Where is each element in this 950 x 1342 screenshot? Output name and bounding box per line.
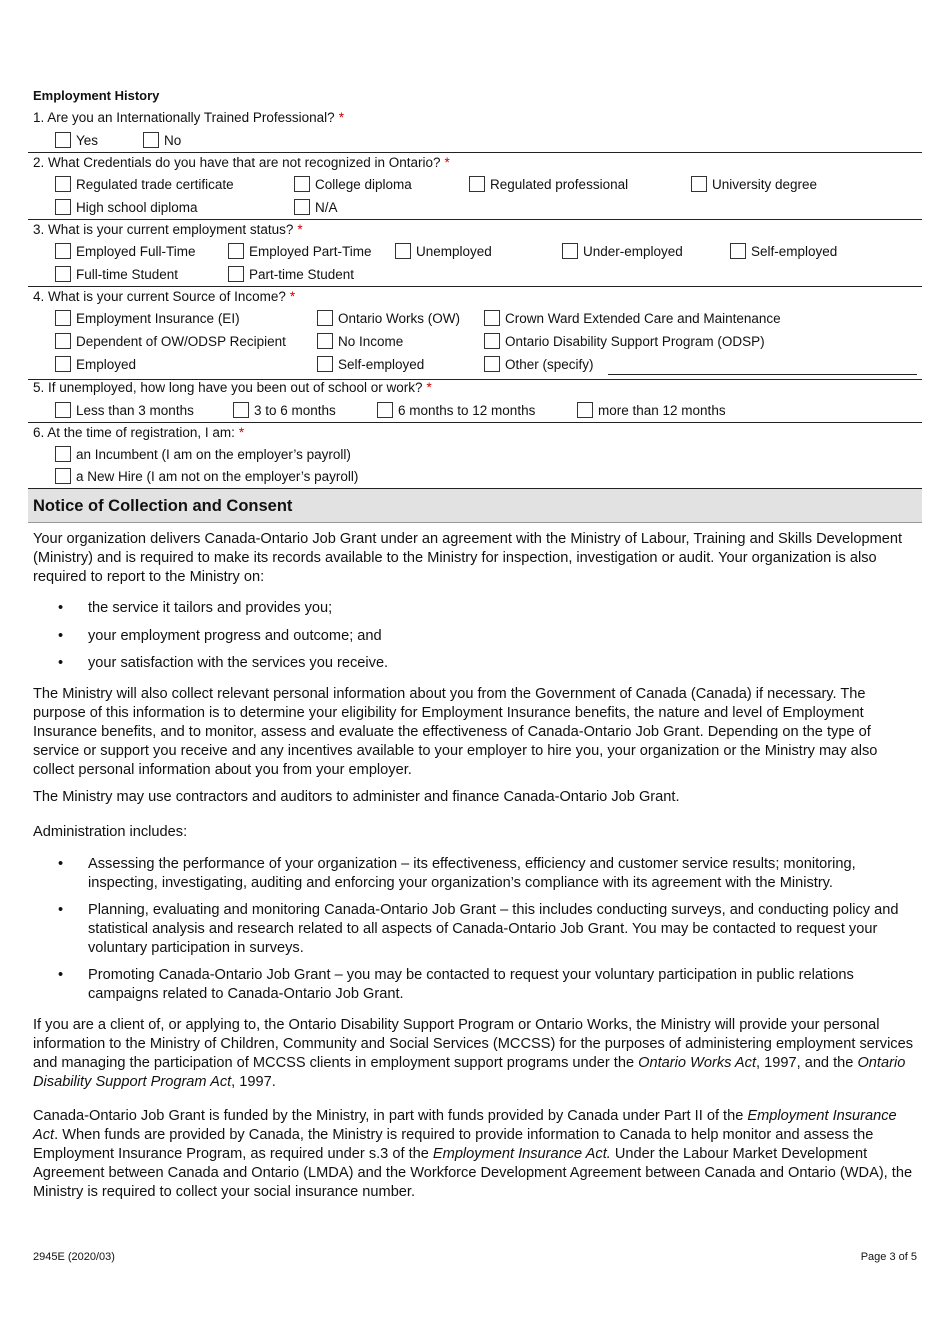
- checkbox-box[interactable]: [484, 310, 500, 326]
- checkbox-new-hire[interactable]: a New Hire (I am not on the employer’s payroll): [55, 468, 358, 484]
- checkbox-box[interactable]: [317, 310, 333, 326]
- notice-paragraph-2: The Ministry will also collect relevant personal information about you from the Government of Canada (Canada) if necessary. The purpose of this information is to determine your eligibility for Employment Insurance benefits, the nature and level of Employment Insurance benefits, and to monitor, assess and evaluate the effectiveness of Canada-Ontario Job Grant. Depending on the type of service or support you receive and any incentives available to your employer to hire you, your organization or the Ministry may also collect personal information about you from your employer.: [33, 686, 878, 778]
- divider: [28, 286, 922, 287]
- question-2-label: 2. What Credentials do you have that are not recognized in Ontario? *: [33, 155, 450, 170]
- checkbox-box[interactable]: [55, 468, 71, 484]
- checkbox-unemployed[interactable]: Unemployed: [395, 243, 492, 259]
- question-3-label: 3. What is your current employment status? *: [33, 222, 303, 237]
- section-title: Employment History: [33, 88, 160, 103]
- checkbox-box[interactable]: [317, 356, 333, 372]
- notice-header-bar: [28, 488, 922, 523]
- checkbox-employed[interactable]: Employed: [55, 356, 136, 372]
- checkbox-box[interactable]: [55, 266, 71, 282]
- checkbox-n-a[interactable]: N/A: [294, 199, 338, 215]
- checkbox-box[interactable]: [55, 310, 71, 326]
- question-5-label: 5. If unemployed, how long have you been out of school or work? *: [33, 380, 432, 395]
- checkbox-regulated-trade-certificate[interactable]: Regulated trade certificate: [55, 176, 234, 192]
- notice-paragraph-4: Administration includes:: [33, 824, 188, 840]
- checkbox-6-to-12-months[interactable]: 6 months to 12 months: [377, 402, 535, 418]
- notice-paragraph-3: The Ministry may use contractors and auditors to administer and finance Canada-Ontario Job Grant.: [33, 789, 680, 805]
- form-page: Employment History 1. Are you an Internationally Trained Professional? * Yes No 2. What Credentials do you have that are not recognized in Ontario? * Regulated trade certificate College diploma Regulated professional University degree High school diploma N/A 3. What is your current employment status? * Employed Full-Time Employed Part-Time Unemployed Under-employed Self-employed Full-time Student Part-time Student 4. What is your current Source of Income? * Employment Insurance (EI) Ontario Works (OW) Crown Ward Extended Care and Maintenance Dependent of OW/ODSP Recipient No Income Ontario Disability Support Program (ODSP) Employed Self-employed Other (specify) 5. If unemployed, how long have you been out of school or work? * Less than 3 months 3 to 6 months 6 months to 12 months more than 12 months 6. At the time of registration, I am: * an Incumbent (I am on the employer’s payroll) a New Hire (I am not on the employer’s payroll) Notice of Collection and Consent Your organization delivers Canada-Ontario Job Grant under an agreement with the Ministry of Labour, Training and Skills Development (Ministry) and is required to make its records available to the Ministry for inspection, investigation or audit. Your organization is also required to report to the Ministry on: • the service it tailors and provides you; • your employment progress and outcome; and • your satisfaction with the services you receive. The Ministry will also collect relevant personal information about you from the Government of Canada (Canada) if necessary. The purpose of this information is to determine your eligibility for Employment Insurance benefits, the nature and level of Employment Insurance benefits, and to monitor, assess and evaluate the effectiveness of Canada-Ontario Job Grant. Depending on the type of service or support you receive and any incentives available to your employer to hire you, your organization or the Ministry may also collect personal information about you from your employer. The Ministry may use contractors and auditors to administer and finance Canada-Ontario Job Grant. Administration includes: • Assessing the performance of your organization – its effectiveness, efficiency and customer service results; monitoring, inspecting, investigating, auditing and enforcing your organization’s compliance with its agreement with the Ministry. • Planning, evaluating and monitoring Canada-Ontario Job Grant – this includes conducting surveys, and conducting policy and statistical analysis and research related to all aspects of Canada-Ontario Job Grant. You may be contacted to request your voluntary participation in surveys. • Promoting Canada-Ontario Job Grant – you may be contacted to request your voluntary participation in public relations campaigns related to Canada-Ontario Job Grant. If you are a client of, or applying to, the Ontario Disability Support Program or Ontario Works, the Ministry will provide your personal information to the Ministry of Children, Community and Social Services (MCCSS) for the purposes of administering employment services and managing the participation of MCCSS clients in employment support programs under the Ontario Works Act, 1997, and the Ontario Disability Support Program Act, 1997. Canada-Ontario Job Grant is funded by the Ministry, in part with funds provided by Canada under Part II of the Employment Insurance Act. When funds are provided by Canada, the Ministry is required to provide information to Canada to help monitor and assess the Employment Insurance Program, as required under s.3 of the Employment Insurance Act. Under the Labour Market Development Agreement between Canada and Ontario (LMDA) and the Workforce Development Agreement between Canada and Ontario (WDA), the Ministry is required to collect your social insurance number. 2945E (2020/03) Page 3 of 5: [0, 0, 950, 1342]
- checkbox-box[interactable]: [562, 243, 578, 259]
- checkbox-box[interactable]: [377, 402, 393, 418]
- checkbox-box[interactable]: [55, 176, 71, 192]
- checkbox-employed-part-time[interactable]: Employed Part-Time: [228, 243, 372, 259]
- checkbox-employment-insurance[interactable]: Employment Insurance (EI): [55, 310, 240, 326]
- question-1-label: 1. Are you an Internationally Trained Professional? *: [33, 110, 344, 125]
- checkbox-box[interactable]: [55, 446, 71, 462]
- checkbox-box[interactable]: [55, 243, 71, 259]
- checkbox-dependent-ow-odsp[interactable]: Dependent of OW/ODSP Recipient: [55, 333, 286, 349]
- checkbox-box[interactable]: [484, 333, 500, 349]
- checkbox-regulated-professional[interactable]: Regulated professional: [469, 176, 628, 192]
- checkbox-college-diploma[interactable]: College diploma: [294, 176, 412, 192]
- checkbox-more-than-12-months[interactable]: more than 12 months: [577, 402, 726, 418]
- checkbox-employed-full-time[interactable]: Employed Full-Time: [55, 243, 196, 259]
- divider: [28, 422, 922, 423]
- notice-paragraph-6: Canada-Ontario Job Grant is funded by the Ministry, in part with funds provided by Canada under Part II of the Employment Insurance Act. When funds are provided by Canada, the Ministry is required to provide information to Canada to help monitor and assess the Employment Insurance Program, as required under s.3 of the Employment Insurance Act. Under the Labour Market Development Agreement between Canada and Ontario (LMDA) and the Workforce Development Agreement between Canada and Ontario (WDA), the Ministry is required to collect your social insurance number.: [33, 1108, 913, 1200]
- divider: [28, 152, 922, 153]
- checkbox-box[interactable]: [469, 176, 485, 192]
- checkbox-box[interactable]: [577, 402, 593, 418]
- checkbox-box[interactable]: [233, 402, 249, 418]
- page-number: Page 3 of 5: [860, 1251, 917, 1263]
- checkbox-no-income[interactable]: No Income: [317, 333, 403, 349]
- checkbox-box[interactable]: [691, 176, 707, 192]
- checkbox-box[interactable]: [228, 243, 244, 259]
- form-number: 2945E (2020/03): [33, 1251, 115, 1263]
- question-6-label: 6. At the time of registration, I am: *: [33, 425, 245, 440]
- checkbox-odsp[interactable]: Ontario Disability Support Program (ODSP): [484, 333, 765, 349]
- checkbox-box[interactable]: [730, 243, 746, 259]
- checkbox-3-to-6-months[interactable]: 3 to 6 months: [233, 402, 336, 418]
- checkbox-box[interactable]: [294, 176, 310, 192]
- notice-title: Notice of Collection and Consent: [33, 497, 293, 515]
- checkbox-box[interactable]: [228, 266, 244, 282]
- notice-paragraph-5: If you are a client of, or applying to, the Ontario Disability Support Program or Ontario Works, the Ministry will provide your personal information to the Ministry of Children, Community and Social Services (MCCSS) for the purposes of administering employment services and managing the participation of MCCSS clients in employment support programs under the Ontario Works Act, 1997, and the Ontario Disability Support Program Act, 1997.: [33, 1017, 914, 1090]
- checkbox-no[interactable]: No: [143, 132, 181, 148]
- checkbox-box[interactable]: [55, 132, 71, 148]
- checkbox-box[interactable]: [55, 402, 71, 418]
- checkbox-income-self-employed[interactable]: Self-employed: [317, 356, 424, 372]
- checkbox-full-time-student[interactable]: Full-time Student: [55, 266, 178, 282]
- checkbox-yes[interactable]: Yes: [55, 132, 98, 148]
- checkbox-other-specify[interactable]: Other (specify): [484, 356, 594, 372]
- divider: [28, 219, 922, 220]
- question-4-label: 4. What is your current Source of Income? *: [33, 289, 296, 304]
- checkbox-high-school-diploma[interactable]: High school diploma: [55, 199, 198, 215]
- checkbox-box[interactable]: [395, 243, 411, 259]
- checkbox-university-degree[interactable]: University degree: [691, 176, 817, 192]
- checkbox-self-employed[interactable]: Self-employed: [730, 243, 837, 259]
- checkbox-less-than-3-months[interactable]: Less than 3 months: [55, 402, 194, 418]
- checkbox-under-employed[interactable]: Under-employed: [562, 243, 683, 259]
- checkbox-box[interactable]: [317, 333, 333, 349]
- checkbox-box[interactable]: [55, 356, 71, 372]
- checkbox-crown-ward[interactable]: Crown Ward Extended Care and Maintenance: [484, 310, 781, 326]
- checkbox-ontario-works[interactable]: Ontario Works (OW): [317, 310, 460, 326]
- checkbox-box[interactable]: [294, 199, 310, 215]
- checkbox-box[interactable]: [55, 333, 71, 349]
- checkbox-incumbent[interactable]: an Incumbent (I am on the employer’s payroll): [55, 446, 351, 462]
- checkbox-box[interactable]: [143, 132, 159, 148]
- notice-paragraph-1: Your organization delivers Canada-Ontario Job Grant under an agreement with the Ministry of Labour, Training and Skills Development (Ministry) and is required to make its records available to the Ministry for inspection, investigation or audit. Your organization is also required to report to the Ministry on:: [33, 531, 903, 585]
- other-specify-input[interactable]: [608, 374, 917, 375]
- checkbox-box[interactable]: [484, 356, 500, 372]
- checkbox-part-time-student[interactable]: Part-time Student: [228, 266, 354, 282]
- checkbox-box[interactable]: [55, 199, 71, 215]
